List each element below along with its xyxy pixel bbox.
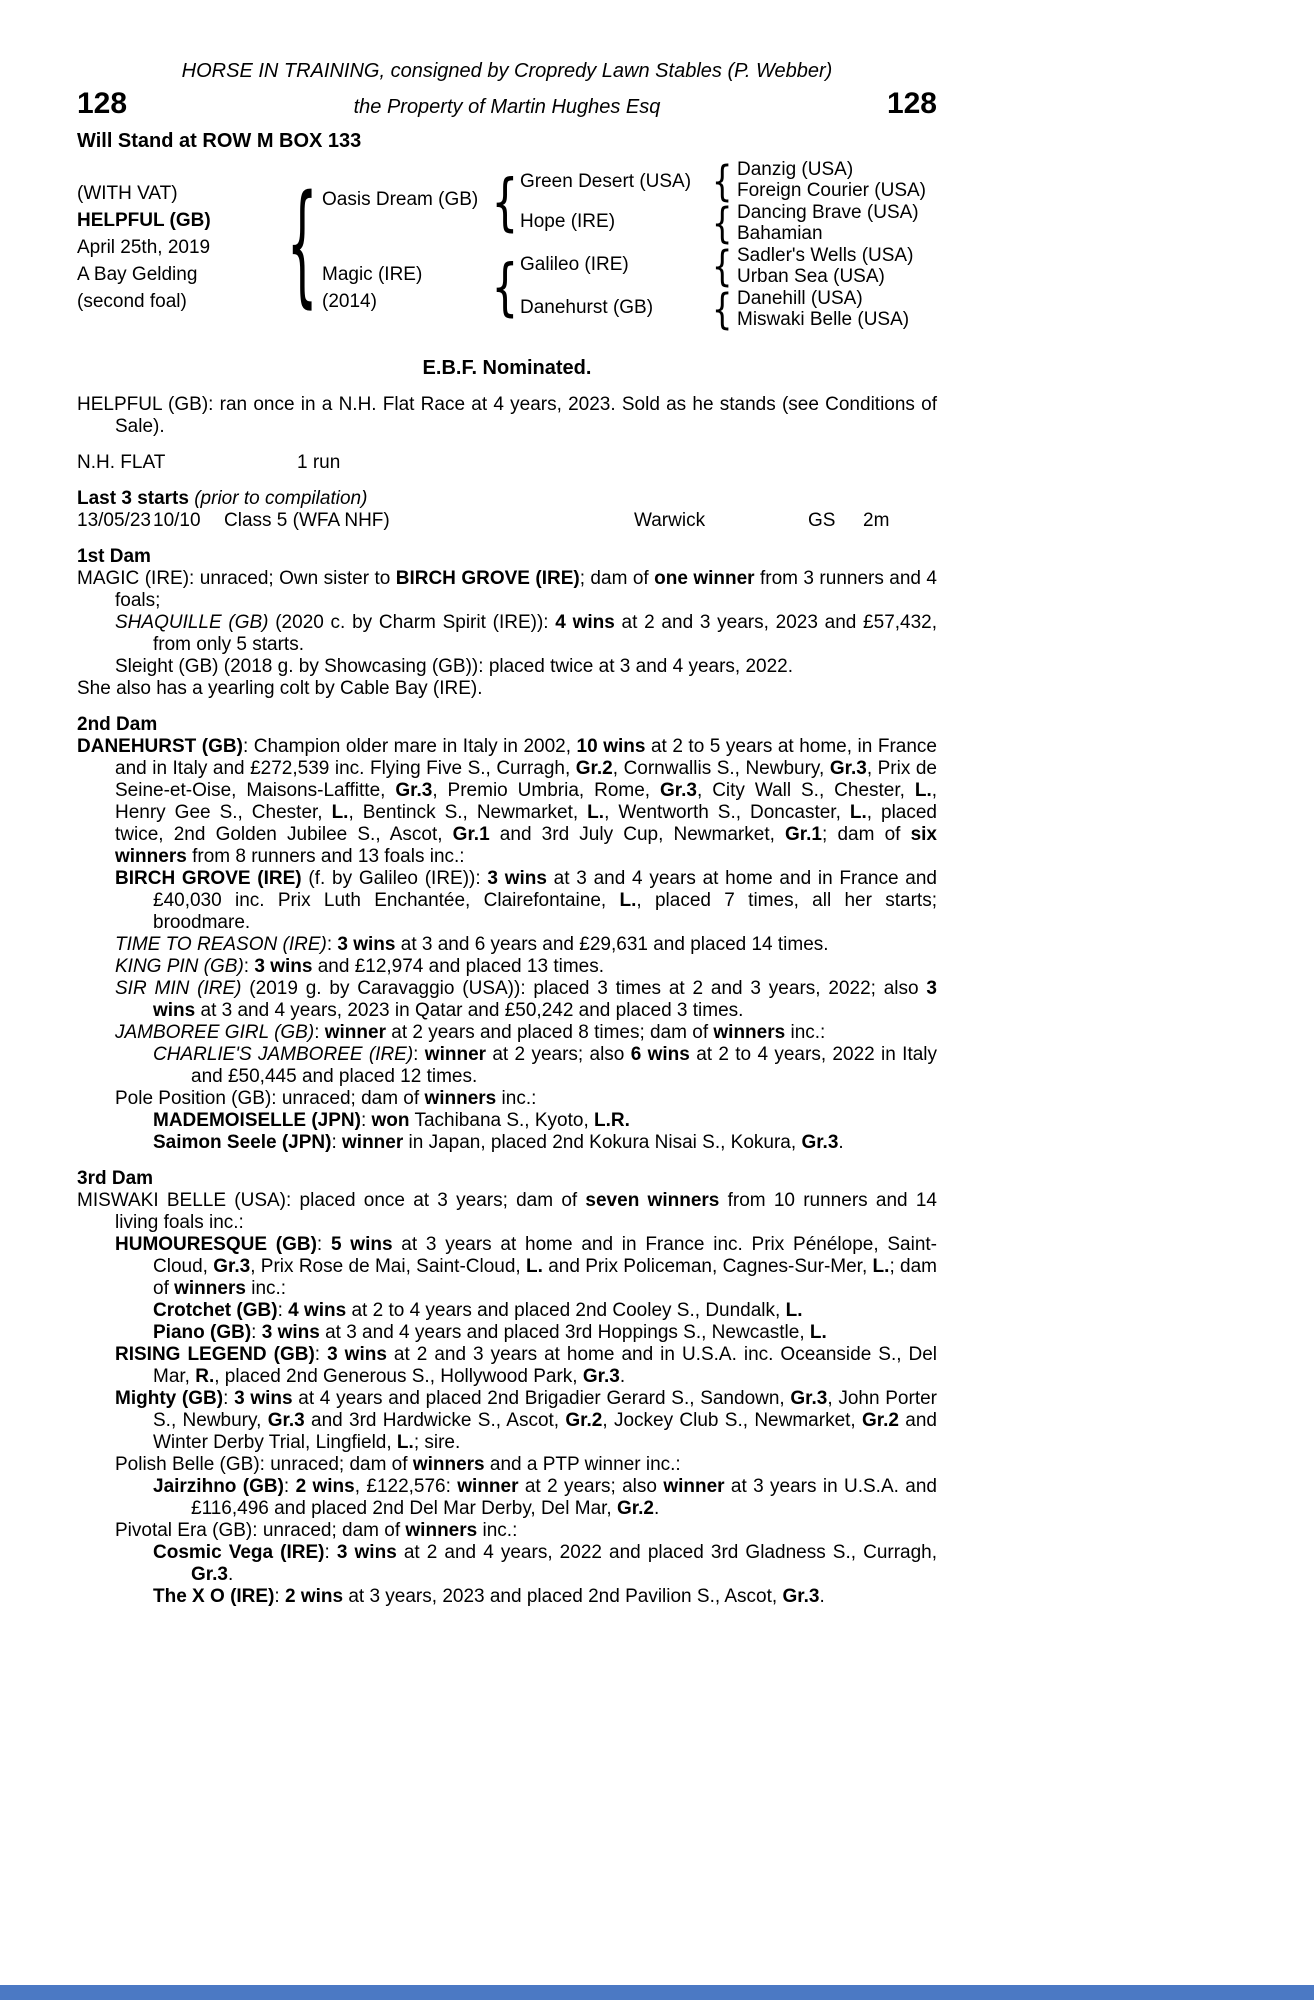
lot-number-left: 128 xyxy=(77,87,128,120)
horse-details xyxy=(77,180,211,315)
pedigree-note-paragraph: TIME TO REASON (IRE): 3 wins at 3 and 6 years and £29,631 and placed 14 times. xyxy=(115,934,829,955)
race-date: 13/05/23 xyxy=(77,510,151,531)
pedigree-dam xyxy=(322,261,422,315)
pedigree-note-paragraph: SHAQUILLE (GB) (2020 c. by Charm Spirit (IRE)): 4 wins at 2 and 3 years, 2023 and £57,432, from only 5 starts. xyxy=(115,612,938,655)
pedigree-gen2-name: Galileo (IRE) xyxy=(520,254,629,275)
race-record-summary xyxy=(77,452,937,474)
lot-row xyxy=(77,88,937,120)
pedigree-brace-icon: { xyxy=(711,156,733,206)
foal-order-note: (second foal) xyxy=(77,291,187,312)
dam-heading: 2nd Dam xyxy=(77,714,158,735)
race-distance: 2m xyxy=(863,510,890,531)
pedigree-note-paragraph: JAMBOREE GIRL (GB): winner at 2 years and placed 8 times; dam of winners inc.: xyxy=(115,1022,826,1043)
pedigree-note-paragraph: BIRCH GROVE (IRE) (f. by Galileo (IRE)): 3 wins at 3 and 4 years at home and in France and £40,030 inc. Prix Luth Enchantée, Clairefontaine, L., placed 7 times, all her starts; broodmare. xyxy=(115,868,937,933)
stand-location-line: Will Stand at ROW M BOX 133 xyxy=(77,130,362,152)
horse-name: HELPFUL (GB) xyxy=(77,210,211,231)
pedigree-gen2-name: Green Desert (USA) xyxy=(520,171,692,192)
pedigree-gen3-name: Sadler's Wells (USA) xyxy=(737,245,914,266)
pedigree-note-paragraph: MAGIC (IRE): unraced; Own sister to BIRCH GROVE (IRE); dam of one winner from 3 runners and 4 foals; xyxy=(77,568,937,611)
lot-number-right: 128 xyxy=(886,87,937,120)
pedigree-gen3-name: Dancing Brave (USA) xyxy=(737,202,919,223)
pedigree-note-paragraph: MADEMOISELLE (JPN): won Tachibana S., Kyoto, L.R. xyxy=(153,1110,630,1131)
race-category: N.H. FLAT xyxy=(77,452,166,473)
race-course: Warwick xyxy=(634,510,706,531)
pedigree-note-paragraph: Sleight (GB) (2018 g. by Showcasing (GB)): placed twice at 3 and 4 years, 2022. xyxy=(115,656,794,677)
pedigree-note-paragraph: Saimon Seele (JPN): winner in Japan, placed 2nd Kokura Nisai S., Kokura, Gr.3. xyxy=(153,1132,844,1153)
pedigree-note-paragraph: Crotchet (GB): 4 wins at 2 to 4 years and placed 2nd Cooley S., Dundalk, L. xyxy=(153,1300,803,1321)
pedigree-note-paragraph: Jairzihno (GB): 2 wins, £122,576: winner at 2 years; also winner at 3 years in U.S.A. and £116,496 and placed 2nd Del Mar Derby, Del Mar, Gr.2. xyxy=(153,1476,937,1519)
pedigree-dam-year: (2014) xyxy=(322,291,377,312)
pedigree-dam-name: Magic (IRE) xyxy=(322,264,423,285)
last-starts-label: Last 3 starts (prior to compilation) xyxy=(77,488,368,509)
pedigree-note-paragraph: Pivotal Era (GB): unraced; dam of winners inc.: xyxy=(115,1520,518,1541)
pedigree-gen3-name: Bahamian xyxy=(737,223,823,244)
pedigree-note-paragraph: MISWAKI BELLE (USA): placed once at 3 years; dam of seven winners from 10 runners and 14 living foals inc.: xyxy=(77,1190,937,1233)
pedigree-brace-icon: { xyxy=(286,166,318,321)
pedigree-brace-icon: { xyxy=(491,250,519,324)
pedigree-note-paragraph: Polish Belle (GB): unraced; dam of winners and a PTP winner inc.: xyxy=(115,1454,681,1475)
pedigree-note-paragraph: The X O (IRE): 2 wins at 3 years, 2023 and placed 2nd Pavilion S., Ascot, Gr.3. xyxy=(153,1586,825,1607)
ebf-nominated-line: E.B.F. Nominated. xyxy=(422,357,592,379)
pedigree-sire: Oasis Dream (GB) xyxy=(322,189,479,210)
pedigree-gen3-name: Miswaki Belle (USA) xyxy=(737,309,910,330)
consignor-line: HORSE IN TRAINING, consigned by Cropredy Lawn Stables (P. Webber) xyxy=(181,60,833,82)
pedigree-note-paragraph: She also has a yearling colt by Cable Bay (IRE). xyxy=(77,678,483,699)
horse-description: A Bay Gelding xyxy=(77,264,198,285)
race-class: Class 5 (WFA NHF) xyxy=(224,510,390,531)
pedigree-note-paragraph: DANEHURST (GB): Champion older mare in Italy in 2002, 10 wins at 2 to 5 years at home, in France and in Italy and £272,539 inc. Flying Five S., Curragh, Gr.2, Cornwallis S., Newbury, Gr.3, Prix de Seine-et-Oise, Maisons-Laffitte, Gr.3, Premio Umbria, Rome, Gr.3, City Wall S., Chester, L., Henry Gee S., Chester, L., Bentinck S., Newmarket, L., Wentworth S., Doncaster, L., placed twice, 2nd Golden Jubilee S., Ascot, Gr.1 and 3rd July Cup, Newmarket, Gr.1; dam of six winners from 8 runners and 13 foals inc.: xyxy=(77,736,938,867)
pedigree-gen3-name: Danzig (USA) xyxy=(737,159,854,180)
pedigree-gen3-name: Urban Sea (USA) xyxy=(737,266,885,287)
race-runs: 1 run xyxy=(297,452,341,473)
pedigree-brace-icon: { xyxy=(711,284,733,334)
pedigree-note-paragraph: SIR MIN (IRE) (2019 g. by Caravaggio (USA)): placed 3 times at 2 and 3 years, 2022; also 3 wins at 3 and 4 years, 2023 in Qatar and £50,242 and placed 3 times. xyxy=(115,978,937,1021)
pedigree-gen3-name: Danehill (USA) xyxy=(737,288,863,309)
pedigree-note-paragraph: CHARLIE'S JAMBOREE (IRE): winner at 2 years; also 6 wins at 2 to 4 years, 2022 in Italy and £50,445 and placed 12 times. xyxy=(153,1044,938,1087)
pedigree-note-paragraph: Piano (GB): 3 wins at 3 and 4 years and placed 3rd Hoppings S., Newcastle, L. xyxy=(153,1322,827,1343)
pedigree-note-paragraph: KING PIN (GB): 3 wins and £12,974 and placed 13 times. xyxy=(115,956,604,977)
race-record-row xyxy=(77,510,937,532)
property-line: the Property of Martin Hughes Esq xyxy=(353,96,661,118)
pedigree-brace-icon: { xyxy=(491,165,519,239)
pedigree-text-body xyxy=(77,546,937,1608)
pedigree-table xyxy=(77,156,937,342)
catalogue-page xyxy=(77,58,937,1608)
vat-note: (WITH VAT) xyxy=(77,183,178,204)
dam-heading: 1st Dam xyxy=(77,546,151,567)
pedigree-note-paragraph: Mighty (GB): 3 wins at 4 years and placed 2nd Brigadier Gerard S., Sandown, Gr.3, John Porter S., Newbury, Gr.3 and 3rd Hardwicke S., Ascot, Gr.2, Jockey Club S., Newmarket, Gr.2 and Winter Derby Trial, Lingfield, L.; sire. xyxy=(115,1388,938,1453)
pedigree-brace-icon: { xyxy=(711,241,733,291)
bottom-blue-bar xyxy=(0,1985,1314,2000)
pedigree-note-paragraph: HUMOURESQUE (GB): 5 wins at 3 years at home and in France inc. Prix Pénélope, Saint-Cloud, Gr.3, Prix Rose de Mai, Saint-Cloud, L. and Prix Policeman, Cagnes-Sur-Mer, L.; dam of winners inc.: xyxy=(115,1234,937,1299)
pedigree-note-paragraph: RISING LEGEND (GB): 3 wins at 2 and 3 years at home and in U.S.A. inc. Oceanside S., Del Mar, R., placed 2nd Generous S., Hollywood Park, Gr.3. xyxy=(115,1344,938,1387)
pedigree-note-paragraph: Pole Position (GB): unraced; dam of winners inc.: xyxy=(115,1088,537,1109)
foaling-date: April 25th, 2019 xyxy=(77,237,211,258)
pedigree-gen2-name: Danehurst (GB) xyxy=(520,297,654,318)
dam-heading: 3rd Dam xyxy=(77,1168,154,1189)
race-going: GS xyxy=(808,510,836,531)
race-finish-position: 10/10 xyxy=(153,510,201,531)
pedigree-brace-icon: { xyxy=(711,198,733,248)
intro-paragraph: HELPFUL (GB): ran once in a N.H. Flat Race at 4 years, 2023. Sold as he stands (see Conditions of Sale). xyxy=(77,394,937,437)
pedigree-gen2-name: Hope (IRE) xyxy=(520,211,616,232)
pedigree-gen3-name: Foreign Courier (USA) xyxy=(737,180,926,201)
pedigree-note-paragraph: Cosmic Vega (IRE): 3 wins at 2 and 4 years, 2022 and placed 3rd Gladness S., Curragh, Gr.3. xyxy=(153,1542,938,1585)
